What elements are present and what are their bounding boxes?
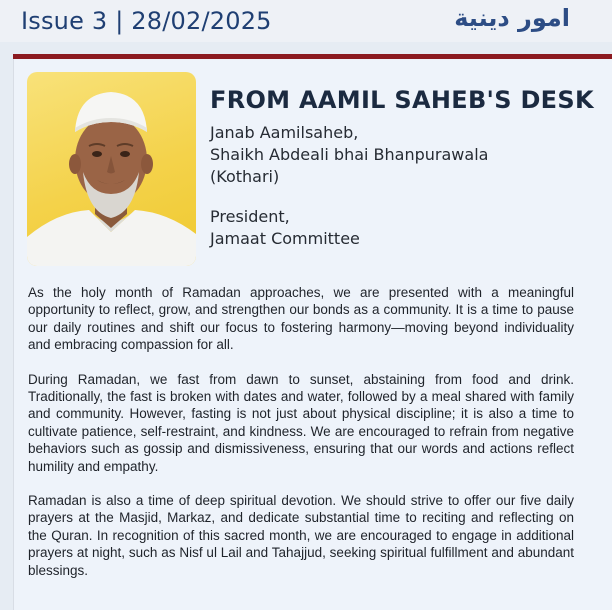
author-role-line-1: President, bbox=[210, 207, 290, 226]
author-name bbox=[210, 122, 488, 188]
header-bar bbox=[0, 0, 612, 42]
author-role bbox=[210, 206, 360, 250]
article-paragraph-2: During Ramadan, we fast from dawn to sunset, abstaining from food and drink. Traditionally, the fast is broken with dates and water, followed by a meal shared with family and community. However, fasting is not just about physical discipline; it is also a time to cultivate patience, self-restraint, and kindness. We are encouraged to refrain from negative behaviors such as gossip and dismissiveness, ensuring that our words and actions reflect humility and empathy. bbox=[28, 371, 574, 474]
article-body bbox=[28, 284, 574, 596]
article-paragraph-3: Ramadan is also a time of deep spiritual devotion. We should strive to offer our five daily prayers at the Masjid, Markaz, and dedicate substantial time to reciting and reflecting on the Quran. In recognition of this sacred month, we are encouraged to engage in additional prayers at night, such as Nisf ul Lail and Tahajjud, seeking spiritual fulfillment and abundant blessings. bbox=[28, 493, 574, 578]
article-paragraph-1: As the holy month of Ramadan approaches, we are presented with a meaningful opportunity to reflect, grow, and strengthen our bonds as a community. It is a time to pause our daily routines and shift our focus to fostering harmony—moving beyond individuality and embracing compassion for all. bbox=[28, 285, 574, 353]
article-title: FROM AAMIL SAHEB'S DESK bbox=[210, 86, 594, 114]
author-name-line-1: Janab Aamilsaheb, bbox=[210, 123, 359, 142]
issue-date: Issue 3 | 28/02/2025 bbox=[21, 7, 272, 35]
author-name-line-2: Shaikh Abdeali bhai Bhanpurawala bbox=[210, 145, 489, 164]
author-role-line-2: Jamaat Committee bbox=[210, 229, 360, 248]
portrait-illustration bbox=[27, 72, 196, 266]
portrait-photo bbox=[27, 72, 196, 266]
brand-logo: امور دينية bbox=[454, 4, 570, 32]
author-name-line-3: (Kothari) bbox=[210, 167, 280, 186]
